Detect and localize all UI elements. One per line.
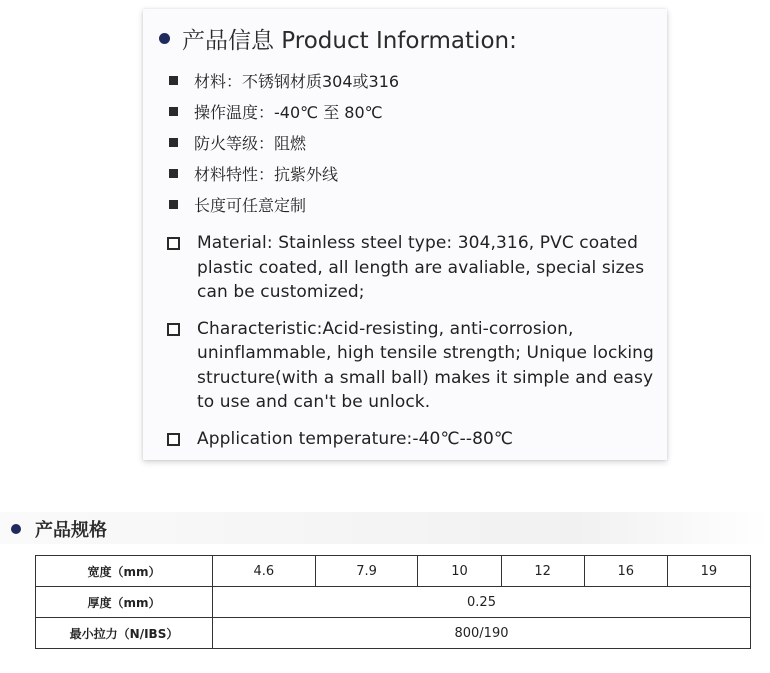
list-item: Characteristic:Acid-resisting, anti-corrosion, uninflammable, high tensile strength; Unique locking structure(with a small ball) makes it simple and easy to use and can't be unlock. [167, 317, 657, 415]
table-cell: 10 [418, 556, 501, 587]
table-cell: 0.25 [213, 587, 751, 618]
filled-square-bullet-icon [169, 138, 178, 147]
table-cell: 19 [667, 556, 750, 587]
list-item: 材料特性：抗紫外线 [169, 158, 399, 189]
filled-square-bullet-icon [169, 107, 178, 116]
chinese-feature-list [169, 65, 399, 220]
table-cell: 4.6 [213, 556, 316, 587]
product-info-title: 产品信息 Product Information: [182, 27, 517, 54]
list-item: 操作温度：-40℃ 至 80℃ [169, 96, 399, 127]
spec-table [35, 555, 751, 649]
table-row [36, 587, 751, 618]
bullet-dot-icon [11, 524, 21, 534]
filled-square-bullet-icon [169, 169, 178, 178]
spec-title: 产品规格 [35, 520, 107, 541]
hollow-square-bullet-icon [167, 433, 180, 446]
product-info-card [143, 9, 667, 460]
list-item: 长度可任意定制 [169, 189, 399, 220]
filled-square-bullet-icon [169, 200, 178, 209]
product-info-heading [159, 23, 517, 53]
filled-square-bullet-icon [169, 76, 178, 85]
list-item: Material: Stainless steel type: 304,316, PVC coated plastic coated, all length are avaliable, special sizes can be customized; [167, 231, 657, 305]
list-item: 防火等级：阻燃 [169, 127, 399, 158]
list-item: 材料：不锈钢材质304或316 [169, 65, 399, 96]
table-row [36, 556, 751, 587]
bullet-dot-icon [159, 33, 170, 44]
hollow-square-bullet-icon [167, 237, 180, 250]
english-feature-list [167, 231, 657, 463]
spec-row-label: 最小拉力（N/IBS） [36, 618, 213, 649]
spec-row-label: 宽度（mm） [36, 556, 213, 587]
spec-section-header-band [0, 512, 770, 544]
list-item: Application temperature:-40℃--80℃ [167, 427, 657, 452]
hollow-square-bullet-icon [167, 323, 180, 336]
table-cell: 7.9 [315, 556, 418, 587]
table-row [36, 618, 751, 649]
table-cell: 16 [584, 556, 667, 587]
spec-heading [11, 517, 107, 541]
table-cell: 800/190 [213, 618, 751, 649]
table-cell: 12 [501, 556, 584, 587]
spec-row-label: 厚度（mm） [36, 587, 213, 618]
